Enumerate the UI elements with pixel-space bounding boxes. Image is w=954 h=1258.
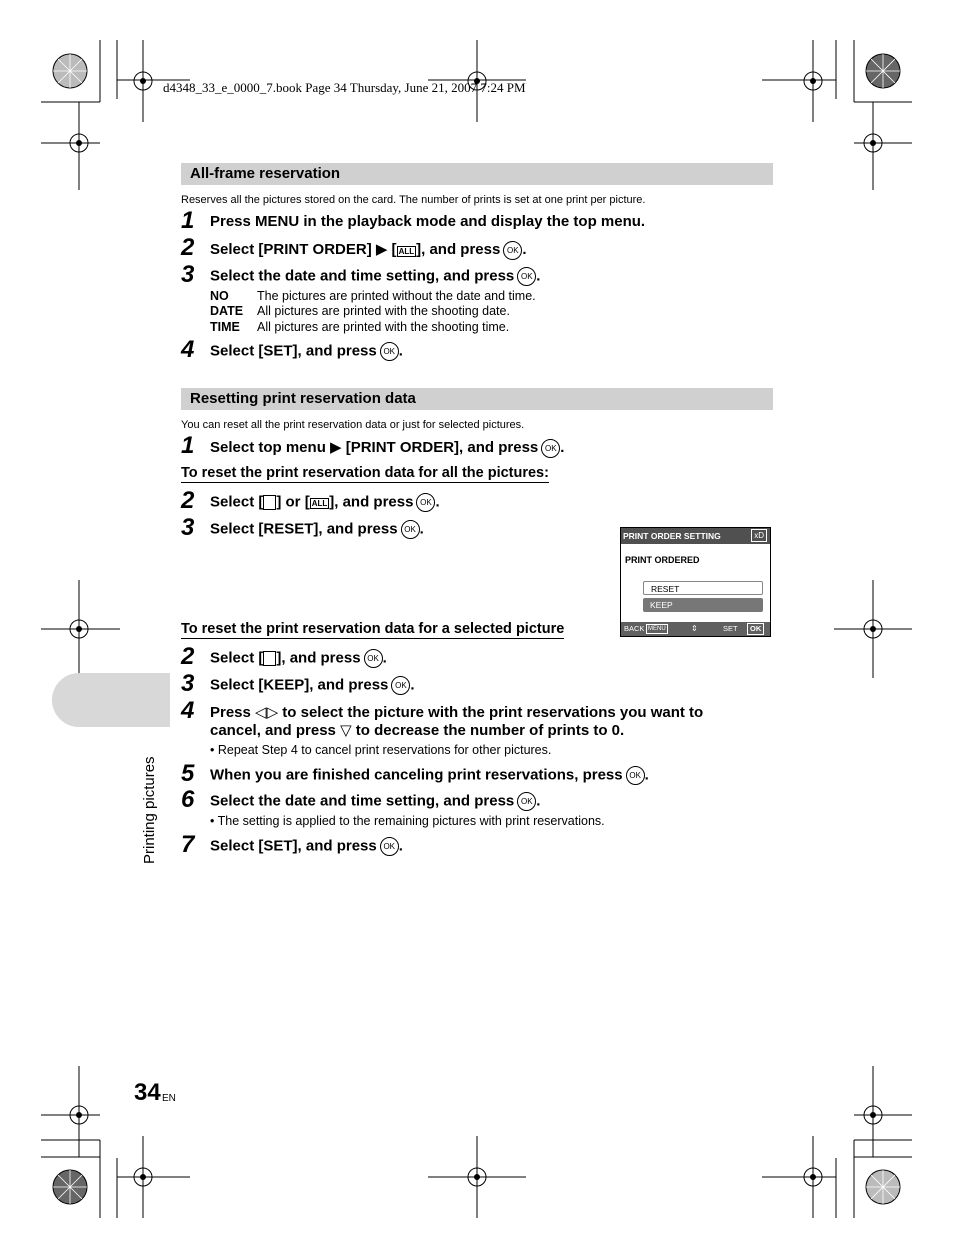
step-number: 4	[181, 697, 195, 724]
down-arrow-icon: ▽	[340, 722, 352, 739]
option-key: TIME	[210, 320, 240, 334]
subheading-selected-picture: To reset the print reservation data for a selected picture	[181, 621, 565, 637]
step-number: 1	[181, 432, 195, 459]
step-text: When you are finished canceling print reservations, press OK .	[210, 766, 649, 784]
step-text: Press ◁▷ to select the picture with the print reservations you want to	[210, 704, 704, 721]
step-text-line2: cancel, and press ▽ to decrease the number of prints to 0.	[210, 722, 625, 739]
ok-icon: OK	[541, 439, 560, 458]
ok-icon: OK	[380, 342, 399, 361]
print-icon	[263, 651, 276, 666]
step-number: 1	[181, 207, 195, 234]
step-text: Select [SET], and press OK .	[210, 837, 403, 855]
step-number: 4	[181, 336, 195, 363]
arrows-icon: ⇕	[691, 624, 698, 633]
step-text: Select the date and time setting, and press OK .	[210, 267, 541, 285]
chapter-label: Printing pictures	[141, 756, 158, 864]
step-text: Select [RESET], and press OK .	[210, 520, 424, 538]
back-label: BACK	[624, 624, 645, 633]
step-number: 3	[181, 261, 195, 288]
step-number: 6	[181, 786, 195, 813]
option-value: All pictures are printed with the shooting date.	[257, 304, 510, 318]
step-text: Select [KEEP], and press OK .	[210, 676, 415, 694]
screen-subtitle: PRINT ORDERED	[625, 555, 700, 565]
ok-icon: OK	[391, 676, 410, 695]
step-number: 2	[181, 487, 195, 514]
step-text: Select [PRINT ORDER] ▶ [ ALL ], and press OK .	[210, 241, 527, 258]
note-bullet: • The setting is applied to the remaining pictures with print reservations.	[210, 814, 605, 828]
option-key: DATE	[210, 304, 244, 318]
ok-icon: OK	[364, 649, 383, 668]
camera-screen	[620, 527, 771, 637]
step-number: 3	[181, 670, 195, 697]
section-header-reset	[181, 388, 773, 410]
page-language: EN	[162, 1093, 176, 1104]
section-intro: Reserves all the pictures stored on the card. The number of prints is set at one print per picture.	[181, 194, 646, 206]
ok-icon: OK	[503, 241, 522, 260]
set-label: SET	[723, 624, 738, 633]
all-icon: ALL	[311, 499, 328, 509]
menu-item-keep[interactable]: KEEP	[643, 598, 763, 612]
xd-card-icon: xD	[751, 529, 767, 542]
option-key: NO	[210, 289, 229, 303]
ok-icon: OK	[416, 493, 435, 512]
step-text: Select [ ], and press OK .	[210, 649, 387, 667]
step-text: Select [SET], and press OK .	[210, 342, 403, 360]
page-number: 34	[134, 1079, 161, 1106]
section-title: All-frame reservation	[190, 165, 341, 182]
section-header-all-frame	[181, 163, 773, 185]
step-number: 3	[181, 514, 195, 541]
step-number: 5	[181, 760, 195, 787]
ok-icon: OK	[517, 267, 536, 286]
section-title: Resetting print reservation data	[190, 390, 416, 407]
ok-icon: OK	[517, 792, 536, 811]
step-text: Select top menu ▶ [PRINT ORDER], and press OK .	[210, 439, 565, 456]
ok-icon: OK	[380, 837, 399, 856]
option-value: The pictures are printed without the date and time.	[257, 289, 536, 303]
subheading-all-pictures: To reset the print reservation data for all the pictures:	[181, 465, 549, 481]
section-intro: You can reset all the print reservation data or just for selected pictures.	[181, 419, 525, 431]
all-icon: ALL	[398, 247, 415, 256]
screen-title: PRINT ORDER SETTING	[621, 528, 770, 544]
ok-icon: OK	[626, 766, 645, 785]
step-text: Press MENU in the playback mode and display the top menu.	[210, 213, 646, 230]
step-number: 7	[181, 831, 195, 858]
chapter-tab	[52, 673, 170, 727]
menu-item-reset[interactable]: RESET	[643, 581, 763, 595]
note-bullet: • Repeat Step 4 to cancel print reservations for other pictures.	[210, 743, 552, 757]
book-header-line: d4348_33_e_0000_7.book Page 34 Thursday, June 21, 2007 7:24 PM	[163, 80, 526, 95]
step-number: 2	[181, 643, 195, 670]
step-text: Select [ ] or [ ALL ], and press OK .	[210, 493, 440, 511]
ok-icon: OK	[747, 623, 764, 635]
menu-icon: MENU	[648, 626, 666, 632]
print-icon	[263, 495, 276, 510]
left-right-arrows-icon: ◁▷	[255, 704, 279, 721]
option-value: All pictures are printed with the shooting time.	[257, 320, 510, 334]
screen-footer	[621, 622, 770, 636]
step-text: Select the date and time setting, and press OK .	[210, 792, 541, 810]
step-number: 2	[181, 234, 195, 261]
ok-icon: OK	[401, 520, 420, 539]
